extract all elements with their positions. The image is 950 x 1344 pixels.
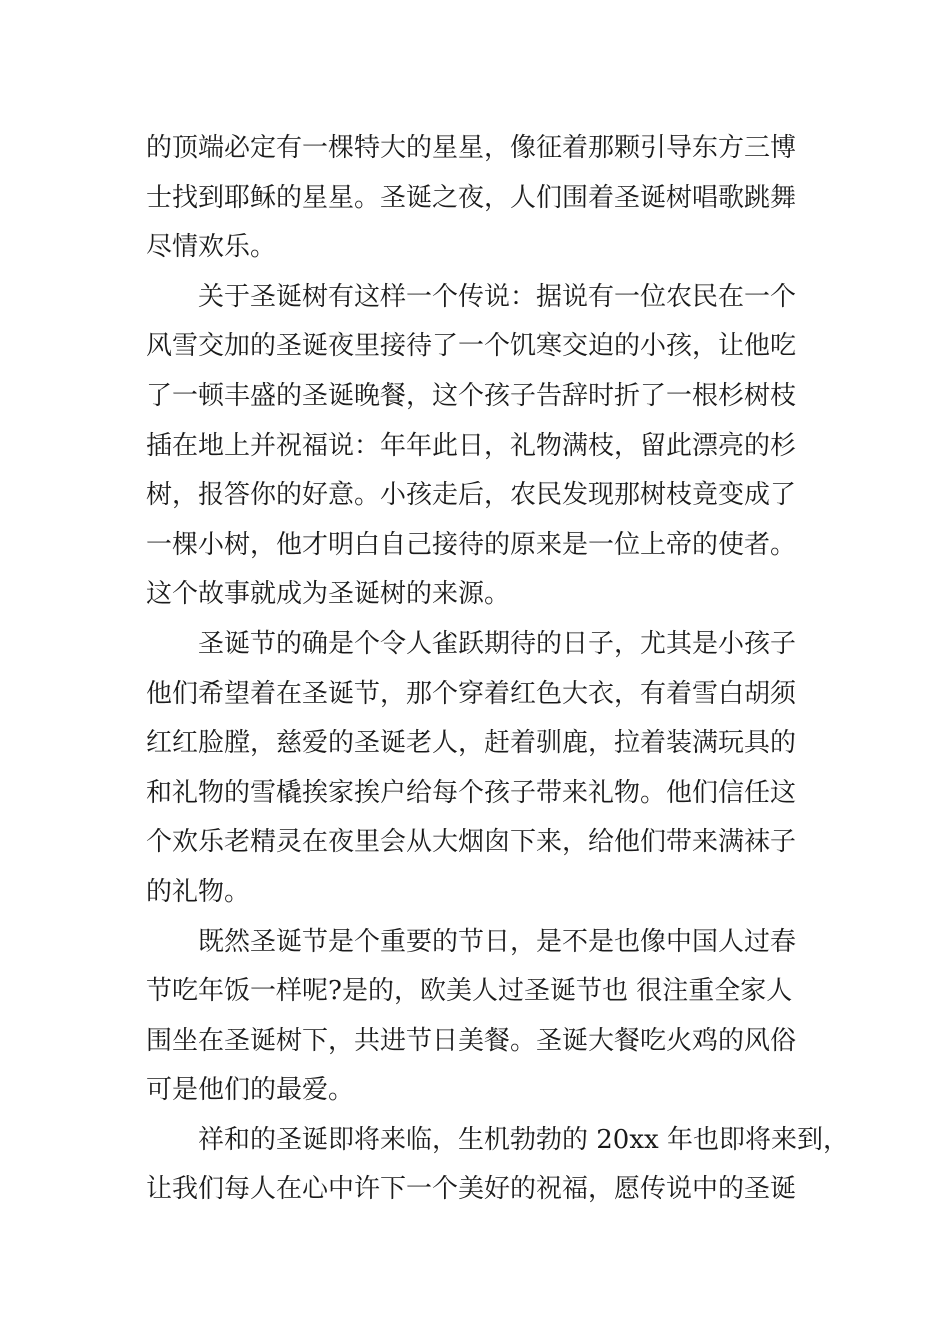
text-line: 他们希望着在圣诞节，那个穿着红色大衣，有着雪白胡须 — [146, 678, 797, 709]
text-line: 这个故事就成为圣诞树的来源。 — [146, 579, 511, 610]
text-line: 节吃年饭一样呢?是的，欧美人过圣诞节也 很注重全家人 — [146, 976, 793, 1007]
text-line: 士找到耶稣的星星。圣诞之夜，人们围着圣诞树唱歌跳舞 — [146, 182, 797, 213]
text-line: 的顶端必定有一棵特大的星星，像征着那颗引导东方三博 — [146, 133, 797, 163]
text-line: 让我们每人在心中许下一个美好的祝福，愿传说中的圣诞 — [146, 1174, 797, 1205]
paragraph-first-line: 既然圣诞节是个重要的节日，是不是也像中国人过春 — [198, 926, 797, 957]
text-line: 和礼物的雪橇挨家挨户给每个孩子带来礼物。他们信任这 — [146, 777, 797, 808]
text-line: 围坐在圣诞树下，共进节日美餐。圣诞大餐吃火鸡的风俗 — [146, 1025, 797, 1056]
text-line: 个欢乐老精灵在夜里会从大烟囱下来，给他们带来满袜子 — [146, 827, 797, 858]
text-line: 插在地上并祝福说：年年此日，礼物满枝，留此漂亮的杉 — [146, 430, 797, 461]
text-line: 可是他们的最爱。 — [146, 1075, 355, 1106]
text-line: 红红脸膛，慈爱的圣诞老人，赶着驯鹿，拉着装满玩具的 — [146, 728, 797, 759]
paragraph-first-line: 圣诞节的确是个令人雀跃期待的日子，尤其是小孩子 — [198, 628, 797, 659]
text-line: 的礼物。 — [146, 876, 251, 907]
text-line: 尽情欢乐。 — [146, 232, 277, 263]
text-line: 一棵小树，他才明白自己接待的原来是一位上帝的使者。 — [146, 529, 797, 560]
body-text — [146, 124, 849, 1215]
text-line: 树，报答你的好意。小孩走后，农民发现那树枝竟变成了 — [146, 480, 797, 511]
text-line: 风雪交加的圣诞夜里接待了一个饥寒交迫的小孩，让他吃 — [146, 331, 797, 362]
paragraph-first-line: 关于圣诞树有这样一个传说：据说有一位农民在一个 — [198, 281, 797, 312]
text-line: 了一顿丰盛的圣诞晚餐，这个孩子告辞时折了一根杉树枝 — [146, 380, 797, 411]
paragraph-first-line: 祥和的圣诞即将来临，生机勃勃的 20xx 年也即将来到， — [198, 1124, 849, 1155]
